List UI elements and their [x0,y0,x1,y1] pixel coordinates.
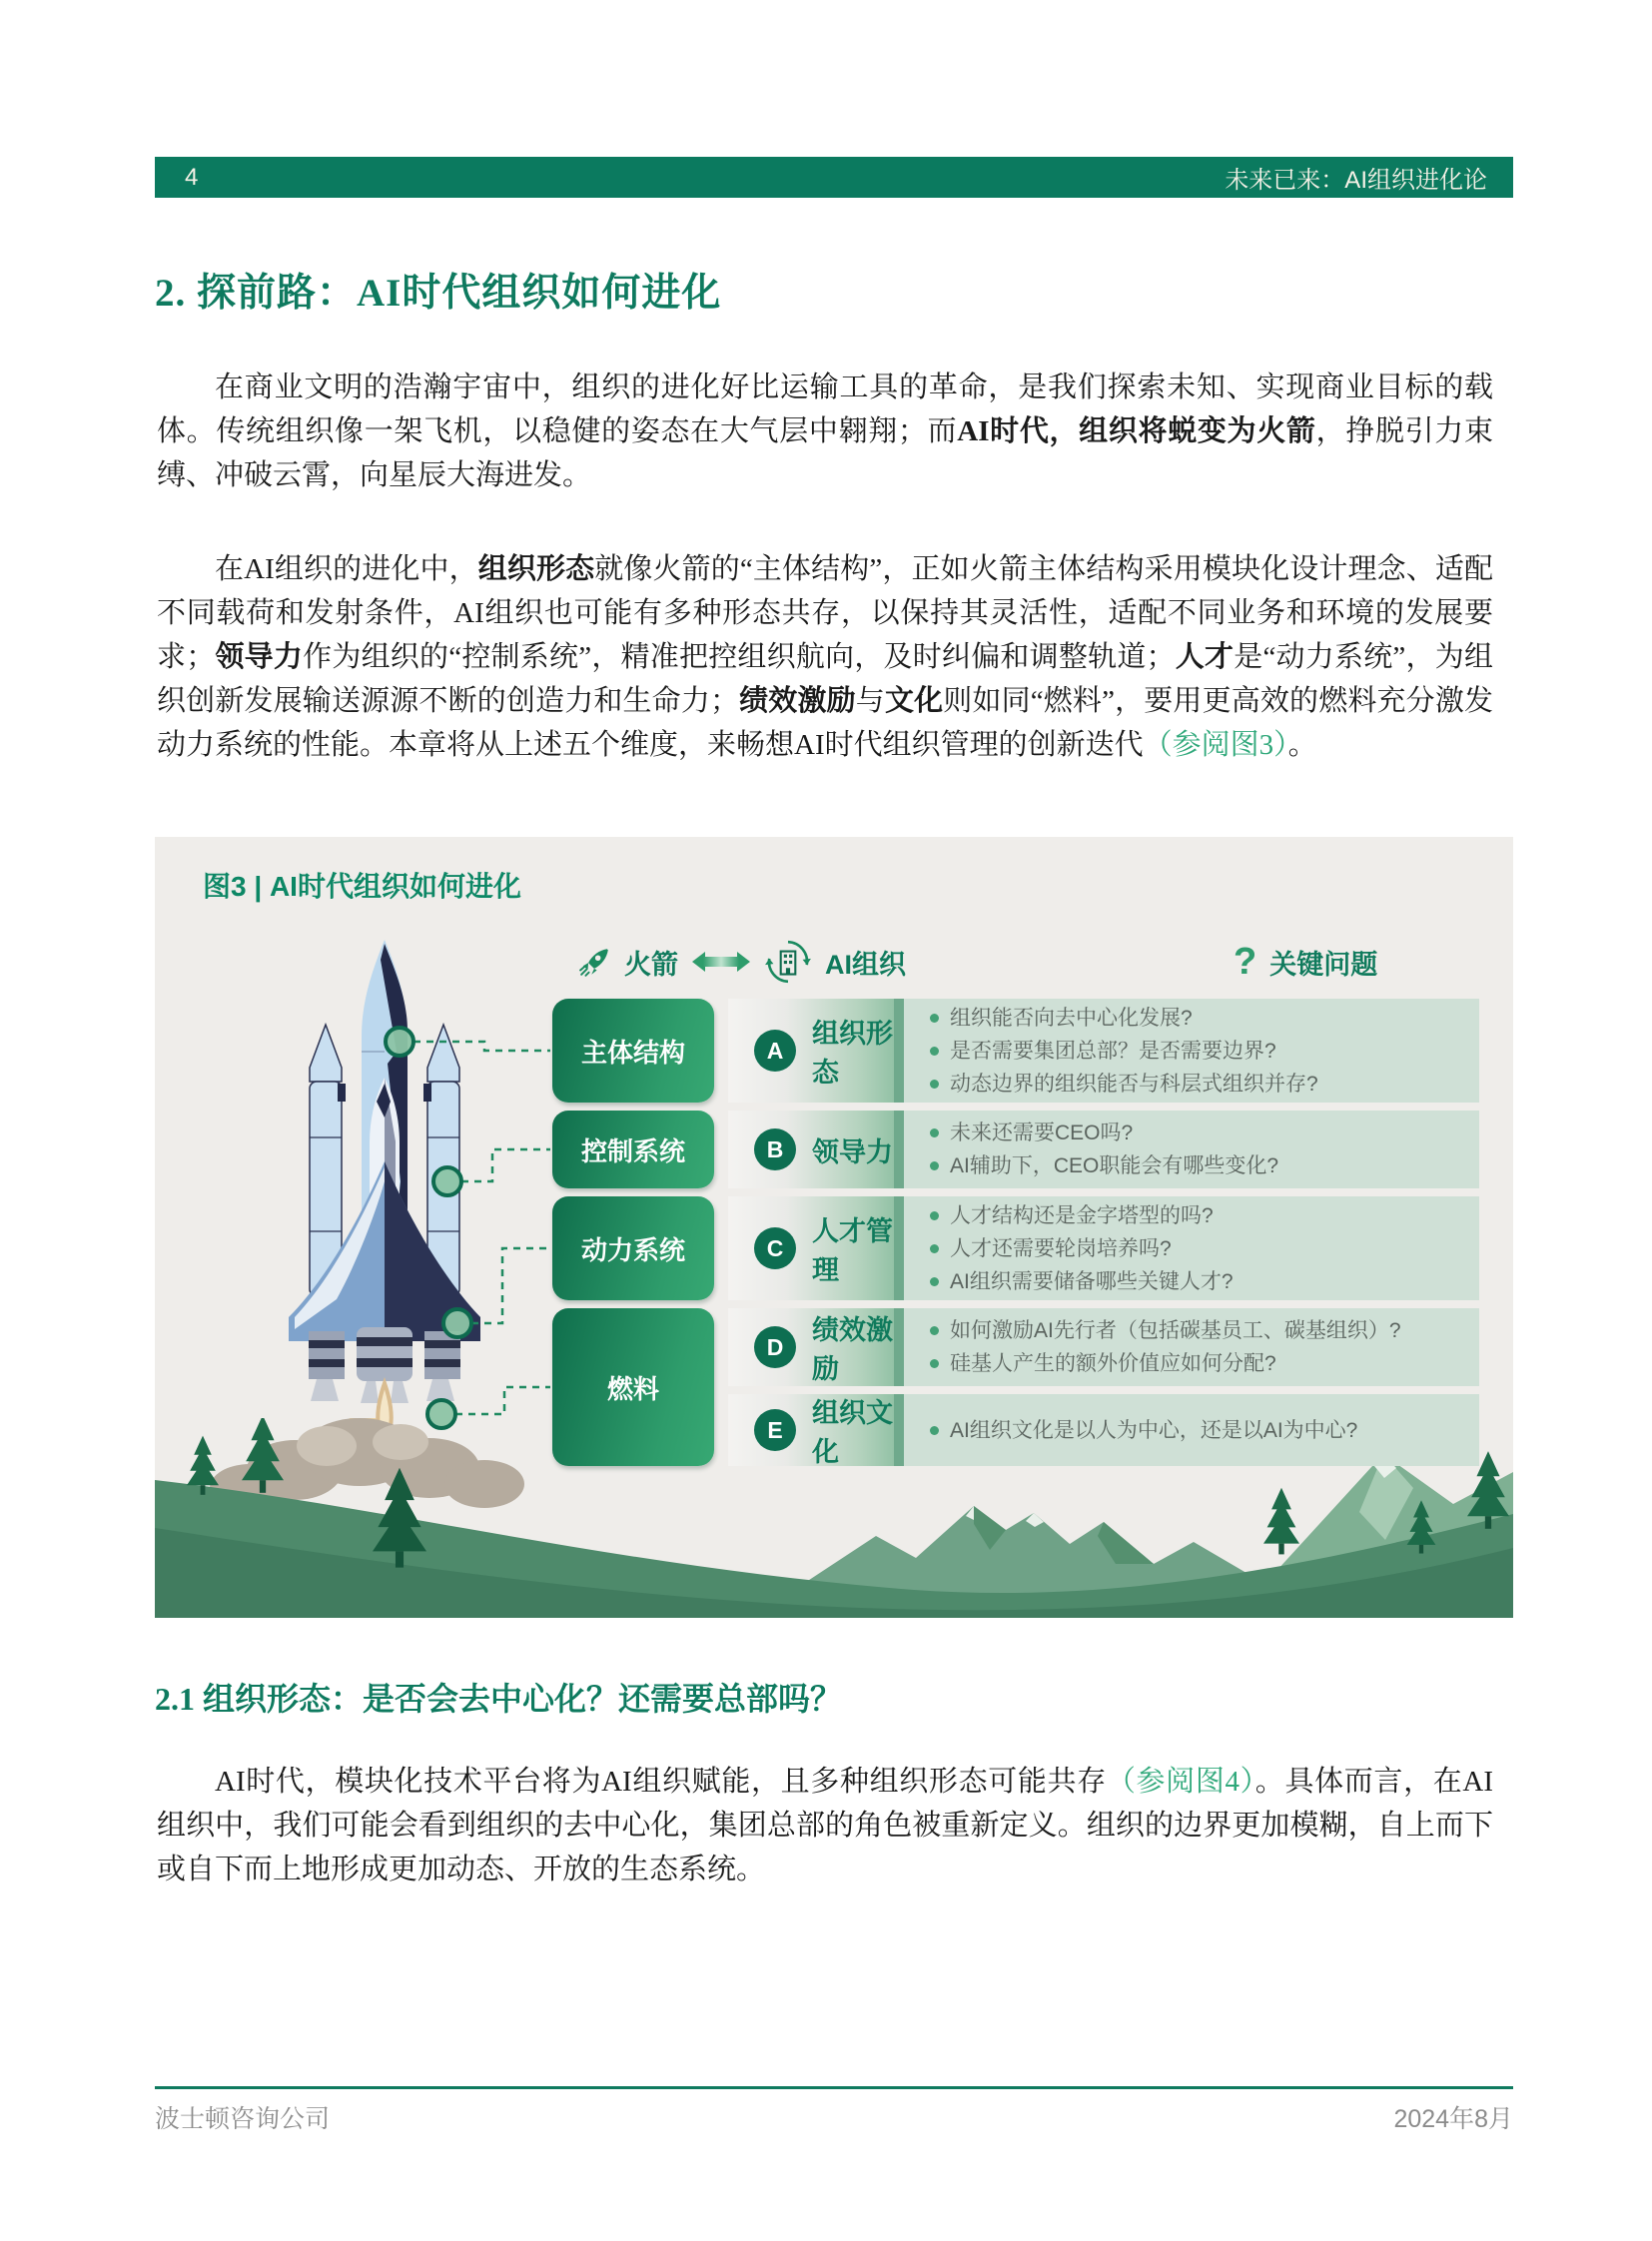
question-item [930,1415,1453,1446]
page-number: 4 [185,163,199,191]
question-item [930,1118,1453,1148]
left-engine-pod [309,1331,345,1379]
question-text: 是否需要集团总部？是否需要边界? [950,1039,1276,1063]
subsection-title: 2.1 组织形态：是否会去中心化？还需要总部吗？ [155,1681,843,1717]
key-questions-cell [904,999,1479,1103]
text-segment: 作为组织的“控制系统”，精准把控组织航向，及时纠偏和调整轨道； [303,641,1176,673]
letter-badge: A [754,1030,796,1072]
bullet-icon [930,1014,939,1023]
body-paragraph-2 [157,547,1493,767]
text-segment: 与 [855,685,885,717]
org-element-cell [728,1111,904,1188]
figure-3-panel [155,837,1513,1618]
question-item [930,1003,1453,1034]
text-segment: 。具体而言，在AI组织中，我们可能会看到组织的去中心化，集团总部的角色被重新定义。组织的边界更加模糊，自上而下或自下而上地形成更加动态、开放的生态系统。 [157,1766,1493,1885]
letter-badge: C [754,1227,796,1269]
bold-text-segment: 文化 [884,685,944,717]
question-item [930,1266,1453,1297]
question-item [930,1348,1453,1379]
rocket-illustration [225,932,544,1451]
bullet-icon [930,1047,939,1056]
bullet-icon [930,1128,939,1137]
bullet-icon [930,1277,939,1286]
footer-company: 波士顿咨询公司 [155,2105,331,2133]
question-item [930,1200,1453,1231]
text-segment: 在商业文明的浩瀚宇宙中，组织的进化好比运输工具的革命，是我们探索未知、实现商业目标的载体。传统组织像一架飞机，以稳健的姿态在大气层中翱翔；而 [157,372,1493,447]
key-questions-cell [904,1308,1479,1386]
legend-questions-label: 关键问题 [1269,949,1378,980]
bold-text-segment: 组织形态 [477,553,595,585]
page-header-bar [155,157,1513,198]
figure-mapping-table [552,999,1479,1466]
bullet-icon [930,1244,939,1253]
org-element-cell [728,999,904,1103]
footer-date: 2024年8月 [1393,2105,1513,2133]
letter-badge: E [754,1409,796,1451]
rocket-part-label: 主体结构 [552,999,714,1103]
text-segment: 则如同“燃料”，要用更高效的燃料充分激发动力系统的性能。本章将从上述五个维度，来畅想AI时代组织管理的创新迭代 [157,685,1493,761]
org-element-cell [728,1308,904,1386]
question-text: 人才还需要轮岗培养吗? [950,1236,1172,1260]
figure-reference-link[interactable]: （参阅图4） [1106,1766,1255,1798]
page-footer [155,2099,1513,2135]
org-element-cell [728,1394,904,1466]
figure-reference-link[interactable]: （参阅图3） [1143,729,1288,761]
bullet-icon [930,1161,939,1170]
footer-divider [155,2086,1513,2089]
key-questions-cell [904,1111,1479,1188]
question-text: 人才结构还是金字塔型的吗? [950,1203,1214,1227]
rocket-part-label: 动力系统 [552,1196,714,1300]
question-text: AI组织文化是以人为中心，还是以AI为中心? [950,1418,1358,1442]
question-text: 组织能否向去中心化发展? [950,1006,1193,1030]
rocket-part-label: 控制系统 [552,1111,714,1188]
question-item [930,1069,1453,1100]
rocket-icon [579,946,611,978]
rocket-part-label: 燃料 [552,1308,714,1466]
bullet-icon [930,1426,939,1435]
figure-legend-questions [1234,937,1377,987]
question-item [930,1233,1453,1264]
question-text: 如何激励AI先行者（包括碳基员工、碳基组织）? [950,1319,1401,1342]
bullet-icon [930,1211,939,1220]
bold-text-segment: AI时代，组织将蜕变为火箭 [957,415,1316,447]
bold-text-segment: 领导力 [215,641,304,673]
section-title: 2. 探前路：AI时代组织如何进化 [155,272,722,315]
key-questions-cell [904,1394,1479,1466]
bold-text-segment: 绩效激励 [738,685,856,717]
legend-org-label: AI组织 [825,949,906,980]
header-title: 未来已来：AI组织进化论 [1225,167,1487,194]
bullet-icon [930,1359,939,1368]
question-text: AI组织需要储备哪些关键人才? [950,1269,1234,1293]
question-item [930,1315,1453,1346]
org-element-label: 组织文化 [812,1398,893,1467]
figure-title: 图3 | AI时代组织如何进化 [203,871,521,902]
text-segment: AI时代，模块化技术平台将为AI组织赋能，且多种组织形态可能共存 [215,1766,1107,1798]
letter-badge: D [754,1326,796,1368]
center-engine [357,1327,413,1381]
legend-rocket-label: 火箭 [624,949,678,980]
right-booster-cone [427,1025,459,1082]
body-paragraph-3 [157,1760,1493,1891]
org-element-label: 组织形态 [812,1019,893,1088]
question-text: 动态边界的组织能否与科层式组织并存? [950,1072,1318,1096]
question-text: AI辅助下，CEO职能会有哪些变化? [950,1154,1279,1177]
text-segment: 就像火箭的“主体结构”，正如火箭主体结构采用模块化设计理念、适配不同载荷和发射条件，AI组织也可能有多种形态共存，以保持其灵活性，适配不同业务和环境的发展要求； [157,553,1493,673]
figure-legend-rocket-org [579,937,906,987]
org-element-label: 领导力 [812,1136,893,1167]
text-segment: 是“动力系统”，为组织创新发展输送源源不断的创造力和生命力； [157,641,1493,717]
left-booster-cone [310,1025,342,1082]
bullet-icon [930,1326,939,1335]
text-segment: 在AI组织的进化中， [215,553,478,585]
text-segment: 。 [1287,729,1317,761]
bullet-icon [930,1080,939,1089]
letter-badge: B [754,1128,796,1170]
org-element-cell [728,1196,904,1300]
org-cycle-icon [764,938,812,986]
right-engine-pod [424,1331,460,1379]
question-item [930,1150,1453,1181]
text-segment: ，挣脱引力束缚、冲破云霄，向星辰大海进发。 [157,415,1493,491]
question-item [930,1036,1453,1067]
org-element-label: 绩效激励 [812,1315,893,1384]
bold-text-segment: 人才 [1175,641,1235,673]
org-element-label: 人才管理 [812,1216,893,1285]
double-arrow-icon [691,948,751,976]
question-text: 硅基人产生的额外价值应如何分配? [950,1352,1276,1375]
key-questions-cell [904,1196,1479,1300]
body-paragraph-1 [157,366,1493,497]
question-text: 未来还需要CEO吗? [950,1121,1134,1144]
question-mark-icon: ? [1234,941,1257,983]
